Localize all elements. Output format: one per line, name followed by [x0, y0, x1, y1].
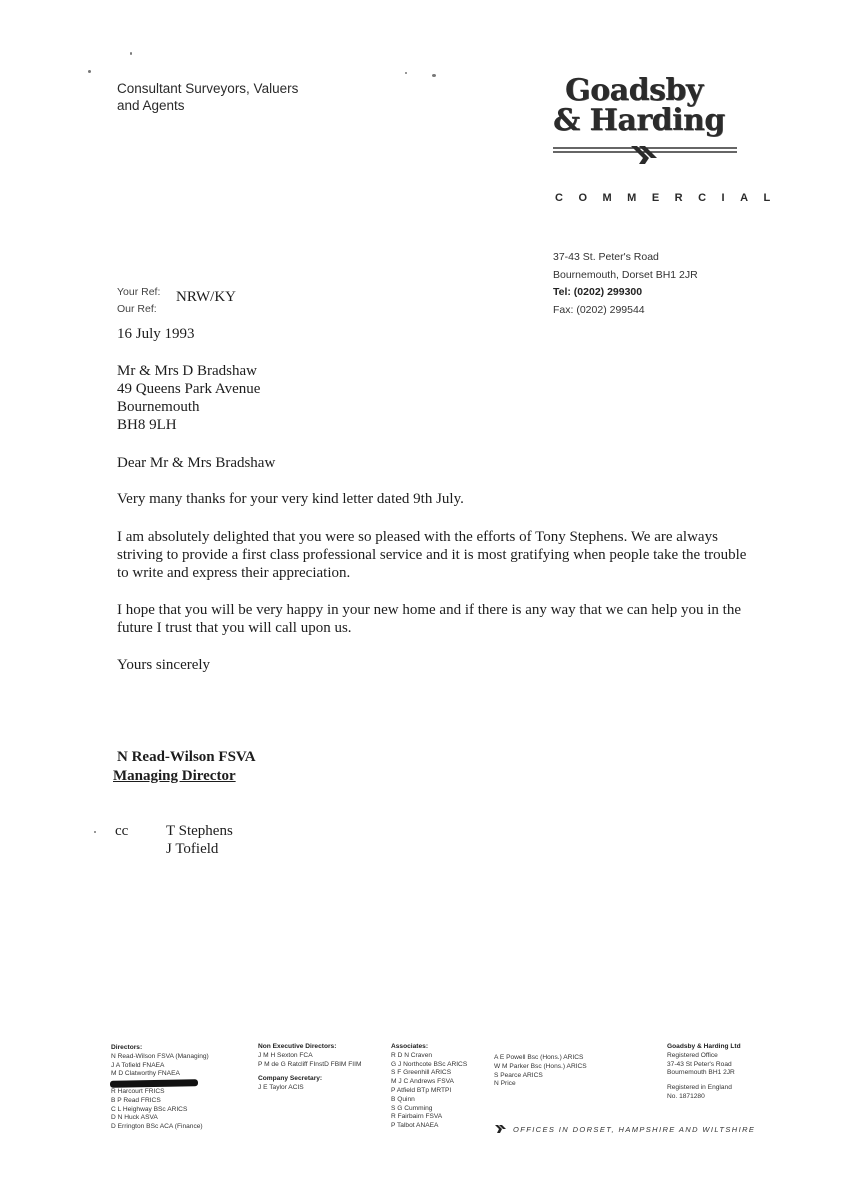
signer-title: Managing Director — [113, 768, 236, 784]
reference-value: NRW/KY — [176, 289, 236, 305]
director-entry: D Errington BSc ACA (Finance) — [111, 1123, 203, 1131]
company-name-heading: Goadsby & Harding Ltd — [667, 1043, 741, 1050]
logo-chevron-mark — [553, 144, 737, 166]
fax: Fax: (0202) 299544 — [553, 303, 645, 316]
director-entry: B P Read FRICS — [111, 1096, 161, 1104]
company-tagline — [117, 80, 298, 114]
address-line-1: 37-43 St. Peter's Road — [553, 251, 659, 263]
recipient-town: Bournemouth — [117, 399, 200, 415]
associate-entry: R Fairbairn FSVA — [391, 1113, 443, 1121]
tagline-line-2: and Agents — [117, 98, 185, 113]
tagline-line-1: Consultant Surveyors, Valuers — [117, 81, 299, 96]
footer-directors — [111, 1044, 209, 1132]
non-exec-heading: Non Executive Directors: — [258, 1043, 337, 1050]
registration-line: Registered in England — [667, 1084, 732, 1092]
scan-speck — [94, 831, 96, 833]
scan-speck — [88, 70, 91, 73]
reference-labels — [117, 284, 160, 318]
director-entry: D N Huck ASVA — [111, 1114, 158, 1122]
paragraph-2: I am absolutely delighted that you were so pleased with the efforts of Tony Stephens. We are always striving to provide a first class professional service and it is most gratifying when people take the trouble to write and express their appreciation. — [117, 529, 747, 581]
signer-name: N Read-Wilson FSVA — [117, 749, 256, 765]
associate-entry: P Talbot ANAEA — [391, 1122, 439, 1130]
logo-text-goadsby: Goadsby — [565, 73, 703, 108]
offices-tagline: OFFICES IN DORSET, HAMPSHIRE AND WILTSHIRE — [513, 1125, 756, 1134]
scan-speck — [405, 72, 407, 74]
recipient-postcode: BH8 9LH — [117, 417, 177, 433]
associate-entry: S F Greenhill ARICS — [391, 1069, 452, 1077]
our-ref-label: Our Ref: — [117, 303, 157, 315]
offices-chevron-icon — [495, 1124, 509, 1134]
company-line: Bournemouth BH1 2JR — [667, 1069, 735, 1077]
associate-entry: R D N Craven — [391, 1051, 433, 1059]
associate-entry: B Quinn — [391, 1095, 415, 1103]
recipient-name: Mr & Mrs D Bradshaw — [117, 363, 257, 379]
footer-company-info — [667, 1043, 741, 1102]
telephone: Tel: (0202) 299300 — [553, 286, 643, 298]
closing: Yours sincerely — [117, 657, 211, 673]
cc-recipient: J Tofield — [166, 841, 219, 857]
company-logo — [553, 73, 739, 171]
associate-entry: S G Cumming — [391, 1104, 433, 1112]
director-entry: R Harcourt FRICS — [111, 1087, 165, 1095]
cc-label: cc — [115, 823, 129, 839]
directors-heading: Directors: — [111, 1044, 143, 1051]
non-exec-entry: P M de G Ratcliff FInstD FBIM FIIM — [258, 1060, 362, 1068]
company-address — [553, 249, 698, 319]
director-entry: C L Heighway BSc ARICS — [111, 1105, 188, 1113]
paragraph-3: I hope that you will be very happy in your new home and if there is any way that we can help you in the future I trust that you will call upon us. — [117, 602, 741, 636]
associate-entry: G J Northcote BSc ARICS — [391, 1060, 468, 1068]
recipient-street: 49 Queens Park Avenue — [117, 381, 261, 397]
associate-entry: A E Powell Bsc (Hons.) ARICS — [494, 1054, 584, 1061]
cc-recipient: T Stephens — [166, 823, 233, 839]
company-line: Registered Office — [667, 1051, 718, 1059]
director-entry: N Read-Wilson FSVA (Managing) — [111, 1052, 209, 1060]
scan-speck — [432, 74, 436, 77]
logo-text-harding: & Harding — [553, 103, 725, 138]
director-entry: J A Tofield FNAEA — [111, 1061, 165, 1069]
letter-date: 16 July 1993 — [117, 326, 195, 342]
footer-associates-2 — [494, 1054, 587, 1089]
cc-list — [166, 822, 233, 858]
associate-entry: S Pearce ARICS — [494, 1071, 543, 1079]
associate-entry: P Atfield BTp MRTPI — [391, 1086, 452, 1094]
footer-non-executive — [258, 1043, 361, 1093]
registration-number: No. 1871280 — [667, 1092, 705, 1100]
salutation: Dear Mr & Mrs Bradshaw — [117, 455, 276, 471]
scan-speck — [130, 52, 132, 55]
your-ref-label: Your Ref: — [117, 286, 161, 298]
associate-entry: N Price — [494, 1080, 516, 1088]
paragraph-1: Very many thanks for your very kind letter dated 9th July. — [117, 491, 464, 507]
division-label: COMMERCIAL — [555, 192, 786, 204]
associate-entry: M J C Andrews FSVA — [391, 1078, 454, 1086]
associates-heading: Associates: — [391, 1043, 429, 1050]
secretary-entry: J E Taylor ACIS — [258, 1084, 304, 1092]
address-line-2: Bournemouth, Dorset BH1 2JR — [553, 268, 698, 281]
footer-associates — [391, 1043, 467, 1131]
non-exec-entry: J M H Sexton FCA — [258, 1051, 313, 1059]
secretary-heading: Company Secretary: — [258, 1075, 323, 1083]
recipient-address — [117, 362, 260, 434]
company-line: 37-43 St Peter's Road — [667, 1060, 732, 1068]
associate-entry: W M Parker Bsc (Hons.) ARICS — [494, 1062, 587, 1070]
director-entry: M D Clatworthy FNAEA — [111, 1070, 180, 1078]
